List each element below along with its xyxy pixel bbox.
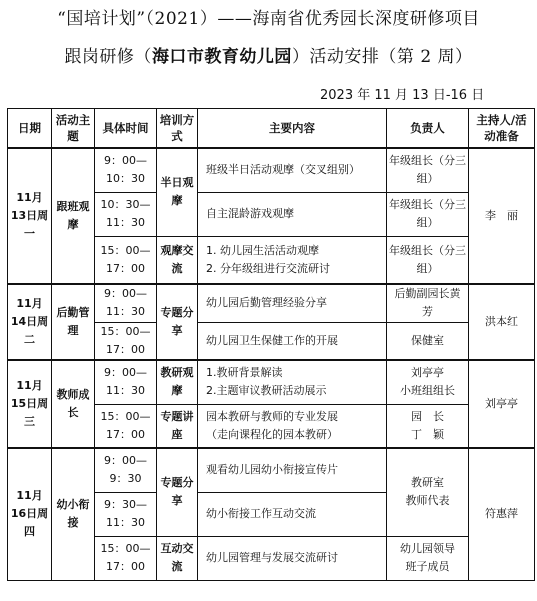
header-host: 主持人/活动准备 xyxy=(469,109,535,149)
method-cell: 专题分享 xyxy=(157,448,198,536)
date-range: 2023 年 11 月 13 日-16 日 xyxy=(320,88,485,103)
content-cell: 幼小衔接工作互动交流 xyxy=(198,492,387,536)
content-cell: 自主混龄游戏观摩 xyxy=(198,192,387,236)
time-cell: 15：00—17：00 xyxy=(95,536,157,580)
content-cell xyxy=(198,360,387,404)
host-cell: 李 丽 xyxy=(469,148,535,284)
time-cell: 9：00—11：30 xyxy=(95,360,157,404)
method-cell: 互动交流 xyxy=(157,536,198,580)
owner-line: 教研室 xyxy=(411,476,444,490)
document-title: “国培计划”（2021）——海南省优秀园长深度研修项目 xyxy=(57,9,480,29)
content-cell: 幼儿园卫生保健工作的开展 xyxy=(198,322,387,360)
owner-line: 幼儿园领导 xyxy=(400,542,455,555)
day-theme: 跟班观摩 xyxy=(52,148,95,284)
content-cell: 幼儿园后勤管理经验分享 xyxy=(198,284,387,322)
owner-cell: 年级组长（分三组） xyxy=(387,148,469,192)
host-cell: 洪本红 xyxy=(469,284,535,360)
document-subtitle xyxy=(0,46,537,68)
time-cell: 15：00—17：00 xyxy=(95,236,157,284)
table-row xyxy=(8,284,535,322)
owner-line: 班子成员 xyxy=(405,560,450,573)
day-date: 11月14日周二 xyxy=(8,284,52,360)
day-theme: 后勤管理 xyxy=(52,284,95,360)
owner-cell: 年级组长（分三组） xyxy=(387,192,469,236)
owner-cell: 年级组长（分三组） xyxy=(387,236,469,284)
time-cell: 15：00—17：00 xyxy=(95,322,157,360)
content-line: （走向课程化的园本教研） xyxy=(206,427,338,441)
day-date: 11月16日周四 xyxy=(8,448,52,580)
day-date: 11月13日周一 xyxy=(8,148,52,284)
method-cell: 专题讲座 xyxy=(157,404,198,448)
subtitle-prefix: 跟岗研修（ xyxy=(64,47,152,67)
day-date: 11月15日周三 xyxy=(8,360,52,448)
host-cell: 刘亭亭 xyxy=(469,360,535,448)
owner-line: 园 长 xyxy=(411,409,444,423)
content-cell: 观看幼儿园幼小衔接宣传片 xyxy=(198,448,387,492)
header-owner: 负责人 xyxy=(387,109,469,149)
owner-cell xyxy=(387,536,469,580)
day-theme: 教师成长 xyxy=(52,360,95,448)
header-theme: 活动主题 xyxy=(52,109,95,149)
owner-cell xyxy=(387,448,469,536)
content-line: 1.教研背景解读 xyxy=(206,366,283,380)
schedule-table xyxy=(7,108,535,581)
time-cell: 9：00—9：30 xyxy=(95,448,157,492)
time-cell: 9：30—11：30 xyxy=(95,492,157,536)
method-cell: 教研观摩 xyxy=(157,360,198,404)
owner-line: 教师代表 xyxy=(405,494,450,508)
owner-line: 小班组组长 xyxy=(400,384,455,398)
content-line: 2.主题审议教研活动展示 xyxy=(206,384,327,398)
content-cell xyxy=(198,236,387,284)
kindergarten-name: 海口市教育幼儿园 xyxy=(151,47,292,67)
content-cell xyxy=(198,404,387,448)
owner-cell: 保健室 xyxy=(387,322,469,360)
time-cell: 10：30—11：30 xyxy=(95,192,157,236)
content-line: 园本教研与教师的专业发展 xyxy=(206,409,338,423)
content-line: 1. 幼儿园生活活动观摩 xyxy=(206,243,319,257)
host-cell: 符惠萍 xyxy=(469,448,535,580)
table-row xyxy=(8,448,535,492)
owner-cell xyxy=(387,360,469,404)
header-time: 具体时间 xyxy=(95,109,157,149)
time-cell: 15：00—17：00 xyxy=(95,404,157,448)
header-date: 日期 xyxy=(8,109,52,149)
content-cell: 幼儿园管理与发展交流研讨 xyxy=(198,536,387,580)
owner-cell: 后勤副园长黄 芳 xyxy=(387,284,469,322)
header-content: 主要内容 xyxy=(198,109,387,149)
table-row xyxy=(8,360,535,404)
table-row xyxy=(8,148,535,192)
method-cell: 半日观摩 xyxy=(157,148,198,236)
method-cell: 观摩交流 xyxy=(157,236,198,284)
content-line: 2. 分年级组进行交流研讨 xyxy=(206,261,330,275)
method-cell: 专题分享 xyxy=(157,284,198,360)
content-cell: 班级半日活动观摩（交叉组别） xyxy=(198,148,387,192)
subtitle-suffix: ）活动安排（第 2 周） xyxy=(291,47,473,67)
owner-cell xyxy=(387,404,469,448)
owner-line: 丁 颖 xyxy=(411,427,444,441)
time-cell: 9：00—10：30 xyxy=(95,148,157,192)
time-cell: 9：00—11：30 xyxy=(95,284,157,322)
day-theme: 幼小衔接 xyxy=(52,448,95,580)
header-method: 培训方式 xyxy=(157,109,198,149)
table-header-row xyxy=(8,109,535,149)
owner-line: 刘亭亭 xyxy=(411,366,444,380)
